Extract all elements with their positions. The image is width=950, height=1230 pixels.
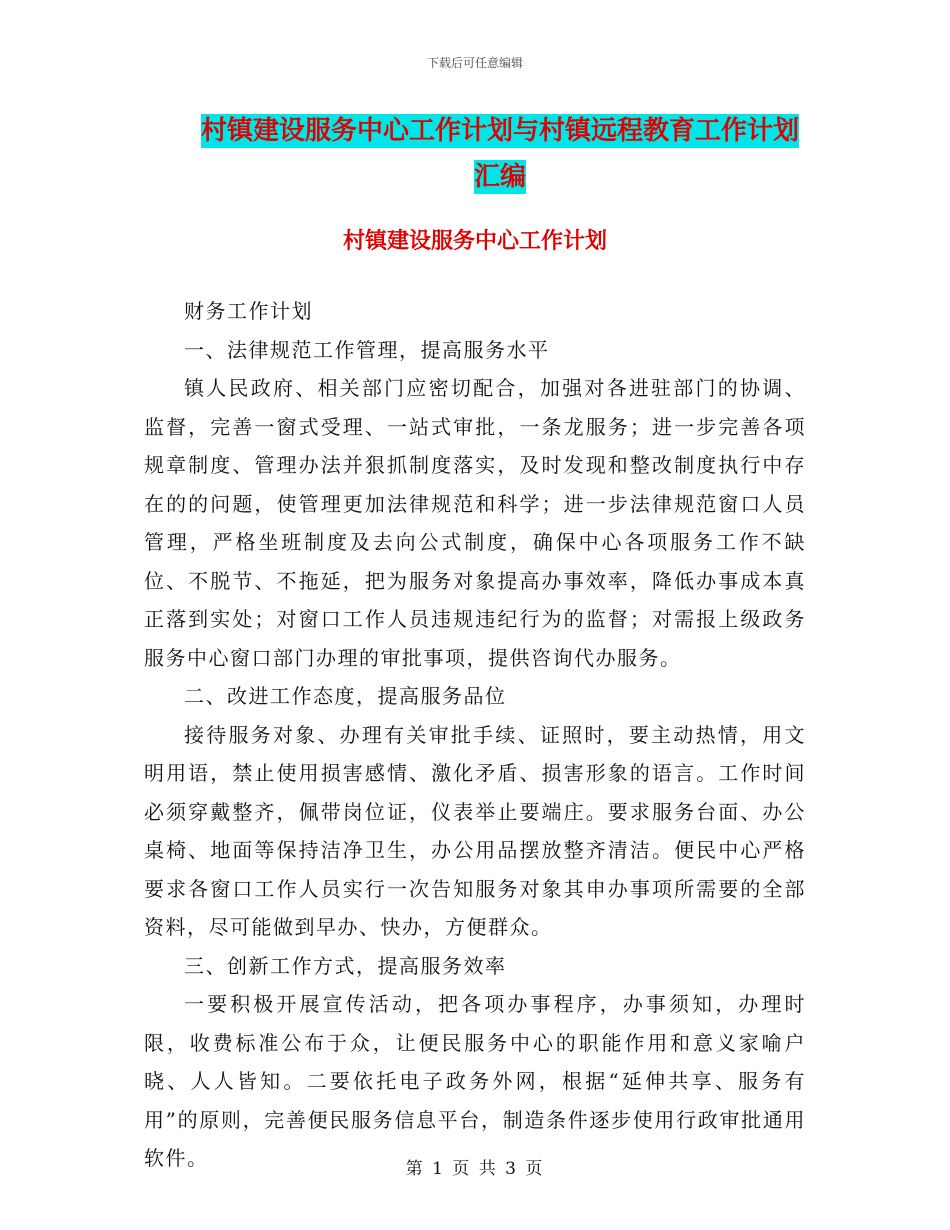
- document-title-line-2: 汇编: [473, 162, 526, 192]
- paragraph-body-2: 接待服务对象、办理有关审批手续、证照时，要主动热情，用文明用语，禁止使用损害感情、激化矛盾、损害形象的语言。工作时间必须穿戴整齐，佩带岗位证，仪表举止要端庄。要求服务台面、办公桌椅、地面等保持洁净卫生，办公用品摆放整齐清洁。便民中心严格要求各窗口工作人员实行一次告知服务对象其申办事项所需要的全部资料，尽可能做到早办、快办，方便群众。: [144, 722, 806, 939]
- paragraph-subheading: 财务工作计划: [184, 299, 313, 323]
- document-title: [190, 108, 810, 200]
- paragraph-heading-3: 三、创新工作方式，提高服务效率: [184, 953, 507, 978]
- paragraph-heading-1: 一、法律规范工作管理，提高服务水平: [184, 337, 550, 362]
- page-header: 下载后可任意编辑: [426, 56, 523, 70]
- document-body: [144, 292, 806, 1178]
- paragraph-heading-2: 二、改进工作态度，提高服务品位: [184, 684, 507, 708]
- paragraph-body-3: 一要积极开展宣传活动，把各项办事程序，办事须知，办理时限，收费标准公布于众，让便民服务中心的职能作用和意义家喻户晓、人人皆知。二要依托电子政务外网，根据“延伸共享、服务有用”的原则，完善便民服务信息平台，制造条件逐步使用行政审批通用软件。: [144, 992, 806, 1170]
- page-footer: 第 1 页 共 3 页: [405, 1159, 545, 1179]
- section-title: 村镇建设服务中心工作计划: [342, 229, 607, 254]
- paragraph-body-1: 镇人民政府、相关部门应密切配合，加强对各进驻部门的协调、监督，完善一窗式受理、一站式审批，一条龙服务；进一步完善各项规章制度、管理办法并狠抓制度落实，及时发现和整改制度执行中存在的的问题，使管理更加法律规范和科学；进一步法律规范窗口人员管理，严格坐班制度及去向公式制度，确保中心各项服务工作不缺位、不脱节、不拖延，把为服务对象提高办事效率，降低办事成本真正落到实处；对窗口工作人员违规违纪行为的监督；对需报上级政务服务中心窗口部门办理的审批事项，提供咨询代办服务。: [144, 376, 806, 670]
- document-title-line-1: 村镇建设服务中心工作计划与村镇远程教育工作计划: [200, 116, 799, 146]
